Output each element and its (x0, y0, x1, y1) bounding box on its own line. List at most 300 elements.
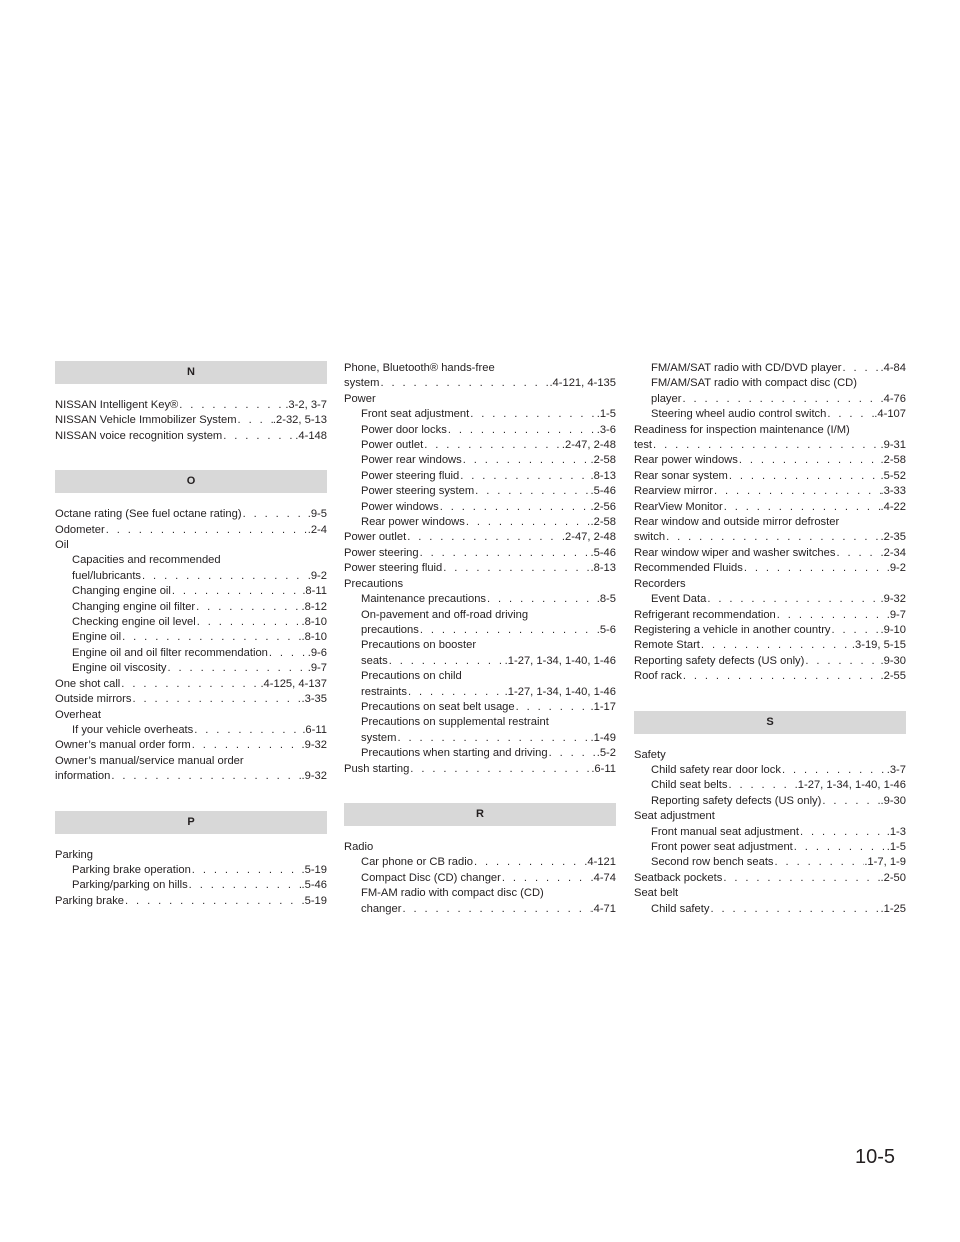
entry-term: Compact Disc (CD) changer (361, 871, 501, 884)
entry-term: Push starting (344, 762, 410, 775)
entry-page-reference: .4-76 (880, 392, 906, 405)
dot-leader (665, 530, 880, 545)
index-entry (55, 507, 327, 522)
section-header: R (344, 803, 616, 826)
index-entry (344, 500, 616, 515)
index-entry (634, 530, 906, 545)
entry-page-reference: .4-121 (584, 856, 616, 869)
entry-page-reference: .8-10 (301, 631, 327, 644)
entry-term: test (634, 439, 653, 452)
dot-leader (781, 763, 887, 778)
entry-page-reference: .3-19, 5-15 (851, 639, 906, 652)
entry-page-reference: .2-47, 2-48 (561, 531, 616, 544)
entry-term: Maintenance precautions (361, 593, 487, 606)
entry-page-reference: .3-2, 3-7 (285, 399, 327, 411)
entry-page-reference: .5-6 (596, 623, 616, 636)
index-entry (55, 615, 327, 630)
index-entry (634, 453, 906, 468)
entry-term: Power steering fluid (361, 469, 460, 482)
entry-page-reference: .2-58 (590, 516, 616, 529)
entry-page-reference: .3-33 (880, 485, 906, 498)
dot-leader (841, 361, 880, 376)
dot-leader (728, 469, 881, 484)
section-header: O (55, 470, 327, 493)
entry-term: Checking engine oil level (72, 616, 196, 629)
entry-page-reference: .2-34 (880, 546, 906, 559)
index-entry (344, 685, 616, 700)
index-entry (344, 407, 616, 422)
entry-term: Front manual seat adjustment (651, 825, 799, 838)
index-entry (344, 453, 616, 468)
entry-page-reference: .1-27, 1-34, 1-40, 1-46 (504, 685, 616, 698)
index-entry-continuation: Safety (634, 748, 666, 761)
section-header: P (55, 811, 327, 834)
entry-term: Rear window wiper and washer switches (634, 546, 836, 559)
entry-term: Parking/parking on hills (72, 879, 188, 892)
dot-leader (131, 692, 301, 707)
index-entry (344, 902, 616, 917)
index-column-1 (55, 361, 327, 909)
entry-page-reference: .8-5 (596, 593, 616, 606)
entry-term: Front seat adjustment (361, 408, 470, 421)
dot-leader (776, 608, 887, 623)
entry-page-reference: .2-56 (590, 500, 616, 513)
entry-page-reference: .9-2 (307, 569, 327, 582)
dot-leader (110, 769, 301, 784)
entry-term: Engine oil (72, 631, 122, 644)
entry-term: Octane rating (See fuel octane rating) (55, 508, 242, 521)
dot-leader (188, 878, 302, 893)
entry-term: Power windows (361, 500, 439, 513)
entry-page-reference: .8-13 (590, 562, 616, 575)
entry-page-reference: .1-3 (886, 825, 906, 838)
entry-term: NISSAN Vehicle Immobilizer System (55, 414, 237, 427)
index-entry-continuation: Capacities and recommended (72, 554, 221, 567)
entry-term: NISSAN Intelligent Key® (55, 399, 179, 411)
entry-page-reference: .9-32 (301, 739, 327, 752)
entry-page-reference: .4-107 (874, 408, 906, 421)
index-entry (344, 623, 616, 638)
index-entry (344, 746, 616, 761)
entry-term: seats (361, 654, 388, 667)
index-entry-continuation: Precautions on child (361, 670, 462, 683)
entry-term: Parking brake (55, 894, 125, 907)
entry-term: fuel/lubricants (72, 569, 142, 582)
entry-page-reference: .1-5 (886, 840, 906, 853)
dot-leader (406, 530, 562, 545)
entry-page-reference: .4-74 (590, 871, 616, 884)
index-entry-continuation: Power (344, 392, 376, 405)
index-entry-continuation: Parking (55, 848, 93, 861)
entry-page-reference: .1-27, 1-34, 1-40, 1-46 (794, 779, 906, 792)
index-entry (55, 723, 327, 738)
page-number: 10-5 (855, 1146, 896, 1168)
dot-leader (681, 392, 880, 407)
entry-page-reference: .2-50 (880, 871, 906, 884)
dot-leader (268, 646, 308, 661)
dot-leader (826, 407, 874, 422)
dot-leader (723, 500, 881, 515)
entry-term: Registering a vehicle in another country (634, 623, 831, 636)
index-entry (344, 423, 616, 438)
entry-term: Changing engine oil (72, 585, 171, 598)
dot-leader (469, 407, 597, 422)
index-entry (344, 731, 616, 746)
dot-leader (821, 794, 880, 809)
index-entry (344, 700, 616, 715)
dot-leader (447, 423, 597, 438)
entry-term: Rearview mirror (634, 485, 713, 498)
dot-leader (178, 398, 285, 413)
entry-page-reference: .9-2 (886, 562, 906, 575)
entry-page-reference: .5-46 (301, 879, 327, 892)
entry-term: Rear power windows (634, 454, 738, 467)
entry-page-reference: .8-12 (301, 600, 327, 613)
index-entry (344, 469, 616, 484)
index-entry-continuation: Precautions (344, 577, 404, 590)
dot-leader (105, 523, 308, 538)
dot-leader (388, 654, 505, 669)
index-entry (344, 376, 616, 391)
entry-page-reference: .2-35 (880, 531, 906, 544)
dot-leader (700, 638, 852, 653)
entry-page-reference: .9-30 (880, 654, 906, 667)
dot-leader (191, 863, 302, 878)
dot-leader (462, 453, 591, 468)
dot-leader (242, 507, 308, 522)
dot-leader (379, 376, 549, 391)
entry-page-reference: .9-7 (307, 662, 327, 675)
dot-leader (728, 778, 795, 793)
entry-page-reference: .4-84 (880, 362, 906, 374)
dot-leader (486, 592, 597, 607)
dot-leader (738, 453, 881, 468)
index-entry (55, 523, 327, 538)
entry-page-reference: .1-27, 1-34, 1-40, 1-46 (504, 654, 616, 667)
entry-term: Parking brake operation (72, 863, 191, 876)
index-entry (344, 871, 616, 886)
dot-leader (743, 561, 887, 576)
entry-page-reference: .8-13 (590, 469, 616, 482)
entry-page-reference: .2-32, 5-13 (272, 414, 327, 427)
index-entry-continuation: Precautions on booster (361, 639, 477, 652)
dot-leader (195, 600, 301, 615)
dot-leader (474, 484, 590, 499)
entry-page-reference: .6-11 (591, 762, 616, 775)
entry-term: Second row bench seats (651, 856, 774, 869)
dot-leader (706, 592, 880, 607)
index-entry (55, 569, 327, 584)
entry-page-reference: .2-58 (590, 454, 616, 467)
dot-leader (167, 661, 308, 676)
index-entry (55, 738, 327, 753)
dot-leader (713, 484, 881, 499)
entry-term: Odometer (55, 523, 105, 536)
index-entry-continuation: FM-AM radio with compact disc (CD) (361, 887, 544, 900)
entry-term: Child safety (651, 902, 710, 915)
index-entry (634, 500, 906, 515)
entry-page-reference: .5-2 (596, 747, 616, 760)
entry-term: Reporting safety defects (US only) (634, 654, 805, 667)
index-column-3 (634, 361, 906, 917)
index-entry (634, 546, 906, 561)
entry-term: Power steering fluid (344, 562, 443, 575)
index-entry (55, 429, 327, 444)
index-entry (634, 407, 906, 422)
index-column-2 (344, 361, 616, 917)
entry-term: Power door locks (361, 423, 447, 436)
dot-leader (515, 700, 591, 715)
index-entry (344, 561, 616, 576)
entry-page-reference: .9-10 (880, 623, 906, 636)
dot-leader (171, 584, 302, 599)
dot-leader (419, 623, 597, 638)
dot-leader (407, 685, 505, 700)
index-entry (55, 894, 327, 909)
dot-leader (835, 546, 880, 561)
index-entry (634, 608, 906, 623)
dot-leader (722, 871, 880, 886)
entry-page-reference: .5-52 (880, 469, 906, 482)
index-entry (634, 638, 906, 653)
entry-term: Reporting safety defects (US only) (651, 794, 822, 807)
entry-page-reference: .5-46 (590, 485, 616, 498)
dot-leader (237, 413, 273, 428)
index-entry (344, 546, 616, 561)
index-entry (344, 855, 616, 870)
entry-page-reference: .1-49 (590, 731, 616, 744)
entry-term: Child safety rear door lock (651, 763, 781, 776)
entry-page-reference: .9-31 (880, 439, 906, 452)
entry-page-reference: .5-19 (301, 894, 327, 907)
index-entry (55, 863, 327, 878)
entry-page-reference: .2-55 (880, 670, 906, 683)
dot-leader (423, 438, 562, 453)
index-entry (55, 600, 327, 615)
index-entry (55, 646, 327, 661)
index-entry (55, 398, 327, 413)
entry-page-reference: .9-30 (880, 794, 906, 807)
dot-leader (193, 723, 302, 738)
entry-term: Power steering system (361, 485, 475, 498)
dot-leader (799, 825, 887, 840)
index-entry-continuation: Phone, Bluetooth® hands-free (344, 362, 495, 374)
entry-term: switch (634, 531, 666, 544)
entry-term: changer (361, 902, 402, 915)
entry-term: Rear sonar system (634, 469, 728, 482)
dot-leader (465, 515, 591, 530)
index-entry (634, 654, 906, 669)
index-entry (634, 623, 906, 638)
entry-page-reference: .9-32 (301, 770, 327, 783)
entry-page-reference: .9-7 (886, 608, 906, 621)
entry-page-reference: .4-148 (295, 429, 327, 442)
index-entry (344, 592, 616, 607)
index-entry (634, 669, 906, 684)
entry-term: Engine oil and oil filter recommendation (72, 646, 268, 659)
entry-page-reference: .5-19 (301, 863, 327, 876)
entry-term: Outside mirrors (55, 693, 132, 706)
index-entry-continuation: FM/AM/SAT radio with compact disc (CD) (651, 377, 857, 390)
entry-term: Child seat belts (651, 779, 728, 792)
entry-term: Rear power windows (361, 516, 465, 529)
index-entry (55, 677, 327, 692)
entry-term: Event Data (651, 593, 707, 606)
dot-leader (652, 438, 880, 453)
entry-page-reference: .1-7, 1-9 (864, 856, 906, 869)
index-entry (344, 515, 616, 530)
entry-term: Roof rack (634, 670, 682, 683)
index-entry (634, 902, 906, 917)
index-entry (55, 630, 327, 645)
entry-term: information (55, 770, 111, 783)
index-entry-continuation: Oil (55, 539, 69, 552)
dot-leader (831, 623, 881, 638)
dot-leader (121, 630, 301, 645)
entry-term: One shot call (55, 677, 121, 690)
index-entry-continuation: Seat belt (634, 887, 679, 900)
index-entry (344, 654, 616, 669)
section-header: S (634, 711, 906, 734)
index-entry-continuation: On-pavement and off-road driving (361, 608, 529, 621)
index-entry-continuation: Rear window and outside mirror defroster (634, 516, 840, 529)
entry-term: Recommended Fluids (634, 562, 743, 575)
index-entry (55, 878, 327, 893)
entry-page-reference: .3-7 (886, 763, 906, 776)
index-entry-continuation: Overheat (55, 708, 102, 721)
index-entry (55, 769, 327, 784)
entry-term: Front power seat adjustment (651, 840, 793, 853)
entry-term: Refrigerant recommendation (634, 608, 776, 621)
entry-page-reference: .2-58 (880, 454, 906, 467)
dot-leader (793, 840, 887, 855)
entry-term: Engine oil viscosity (72, 662, 167, 675)
index-entry (634, 392, 906, 407)
entry-page-reference: .4-125, 4-137 (260, 677, 327, 690)
entry-page-reference: .4-121, 4-135 (549, 377, 616, 390)
entry-page-reference: .3-6 (596, 423, 616, 436)
entry-term: Owner’s manual order form (55, 739, 191, 752)
entry-term: restraints (361, 685, 408, 698)
entry-page-reference: .4-22 (880, 500, 906, 513)
entry-term: Car phone or CB radio (361, 856, 473, 869)
index-entry (55, 661, 327, 676)
entry-page-reference: .1-25 (880, 902, 906, 915)
index-entry (634, 469, 906, 484)
index-entry (634, 871, 906, 886)
entry-term: Remote Start (634, 639, 700, 652)
entry-term: Power outlet (344, 531, 407, 544)
entry-term: system (344, 377, 380, 390)
dot-leader (196, 615, 302, 630)
entry-term: If your vehicle overheats (72, 723, 194, 736)
entry-term: Changing engine oil filter (72, 600, 196, 613)
dot-leader (459, 469, 590, 484)
index-entry (634, 361, 906, 376)
index-entry (344, 762, 616, 777)
dot-leader (501, 871, 591, 886)
index-entry-continuation: Radio (344, 840, 374, 853)
entry-page-reference: .8-10 (301, 616, 327, 629)
index-entry (634, 840, 906, 855)
entry-term: RearView Monitor (634, 500, 723, 513)
entry-page-reference: .9-32 (880, 593, 906, 606)
entry-term: system (361, 731, 397, 744)
entry-term: precautions (361, 623, 419, 636)
dot-leader (409, 762, 591, 777)
entry-page-reference: .9-6 (307, 646, 327, 659)
dot-leader (774, 855, 865, 870)
index-entry (55, 692, 327, 707)
entry-page-reference: .6-11 (302, 723, 327, 736)
dot-leader (401, 902, 590, 917)
index-entry (344, 438, 616, 453)
index-entry (634, 438, 906, 453)
index-entry-continuation: Recorders (634, 577, 686, 590)
index-entry (344, 484, 616, 499)
index-entry (634, 778, 906, 793)
index-entry (55, 413, 327, 428)
index-entry (634, 855, 906, 870)
entry-page-reference: .3-35 (301, 693, 327, 706)
entry-term: Power steering (344, 546, 419, 559)
entry-term: FM/AM/SAT radio with CD/DVD player (651, 362, 842, 374)
entry-page-reference: .1-5 (596, 408, 616, 421)
entry-page-reference: .2-47, 2-48 (561, 439, 616, 452)
entry-page-reference: .8-11 (302, 585, 327, 598)
dot-leader (804, 654, 880, 669)
index-entry (634, 825, 906, 840)
index-entry-continuation: Readiness for inspection maintenance (I/M) (634, 423, 850, 436)
dot-leader (124, 894, 301, 909)
index-entry (344, 530, 616, 545)
dot-leader (439, 500, 591, 515)
entry-term: Power outlet (361, 439, 424, 452)
dot-leader (473, 855, 584, 870)
index-entry (634, 484, 906, 499)
dot-leader (682, 669, 881, 684)
dot-leader (548, 746, 597, 761)
dot-leader (191, 738, 302, 753)
dot-leader (709, 902, 880, 917)
index-entry (634, 561, 906, 576)
entry-term: Precautions on seat belt usage (361, 700, 515, 713)
entry-page-reference: .4-71 (590, 902, 616, 915)
dot-leader (120, 677, 260, 692)
entry-page-reference: .2-4 (307, 523, 327, 536)
entry-term: Power rear windows (361, 454, 462, 467)
dot-leader (222, 429, 295, 444)
dot-leader (396, 731, 590, 746)
entry-term: player (651, 392, 682, 405)
dot-leader (419, 546, 591, 561)
entry-term: Steering wheel audio control switch (651, 408, 827, 421)
index-entry-continuation: Owner’s manual/service manual order (55, 754, 244, 767)
dot-leader (141, 569, 308, 584)
index-entry (634, 763, 906, 778)
entry-page-reference: .5-46 (590, 546, 616, 559)
entry-term: Seatback pockets (634, 871, 723, 884)
index-entry (634, 592, 906, 607)
index-entry-continuation: Precautions on supplemental restraint (361, 716, 549, 729)
entry-term: Precautions when starting and driving (361, 747, 548, 760)
index-entry (55, 584, 327, 599)
index-entry (634, 794, 906, 809)
section-header: N (55, 361, 327, 384)
entry-page-reference: .9-5 (307, 508, 327, 521)
index-entry-continuation: Seat adjustment (634, 810, 715, 823)
entry-term: NISSAN voice recognition system (55, 429, 223, 442)
